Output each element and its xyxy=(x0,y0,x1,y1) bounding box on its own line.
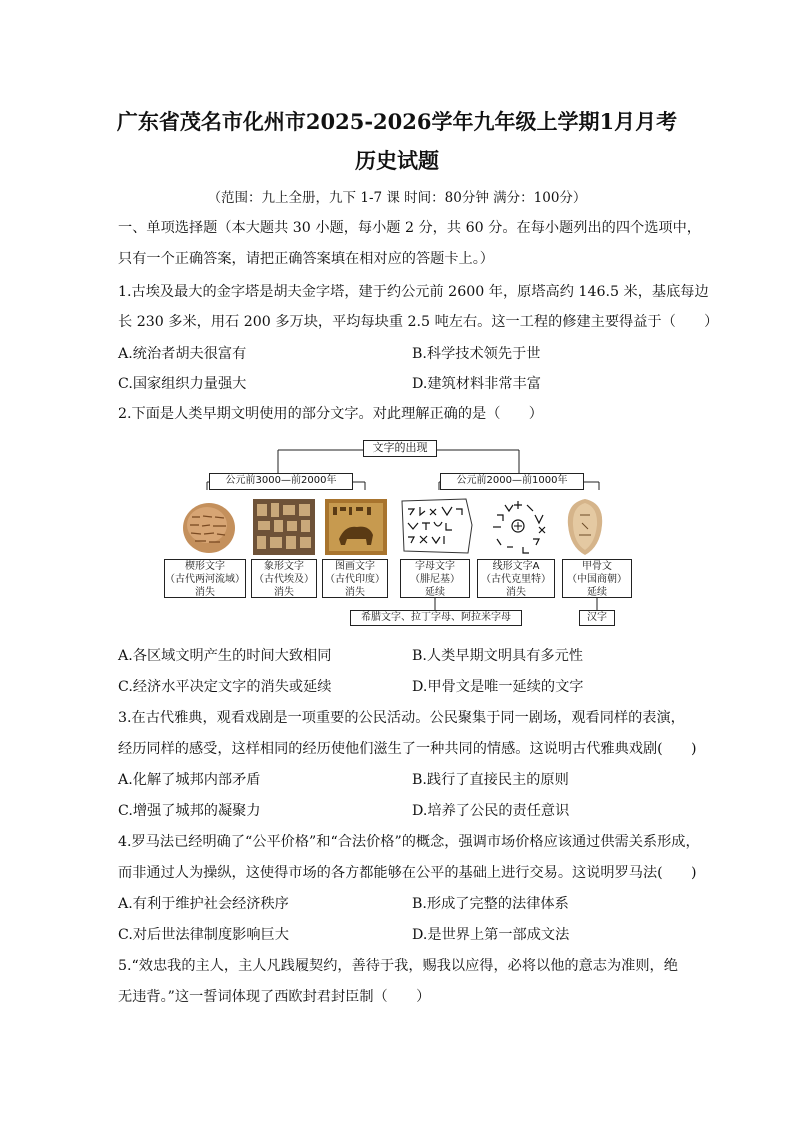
script-fate: 延续 xyxy=(425,587,445,598)
script-origin: （古代克里特） xyxy=(481,574,551,585)
period-box-2: 公元前2000—前1000年 xyxy=(440,473,584,490)
q4-stem-line1: 4.罗马法已经明确了“公平价格”和“合法价格”的概念，强调市场价格应该通过供需关系形成， xyxy=(118,834,700,850)
indus-seal-image xyxy=(325,499,387,555)
script-origin: （古代印度） xyxy=(325,574,385,585)
q2-option-b: B.人类早期文明具有多元性 xyxy=(412,648,583,664)
script-fate: 消失 xyxy=(506,587,526,598)
script-name: 线形文字A xyxy=(492,561,540,572)
q3-stem-line1: 3.在古代雅典，观看戏剧是一项重要的公民活动。公民聚集于同一剧场，观看同样的表演， xyxy=(118,710,685,726)
q4-option-b: B.形成了完整的法律体系 xyxy=(412,896,569,912)
q1-stem-line1: 1.古埃及最大的金字塔是胡夫金字塔，建于约公元前 2600 年，原塔高约 146.5 米，基底每边 xyxy=(118,284,709,300)
descendant-box-alphabets: 希腊文字、拉丁字母、阿拉米字母 xyxy=(350,610,522,626)
diagram-root-box: 文字的出现 xyxy=(363,440,437,457)
phoenician-script-image xyxy=(398,495,476,557)
q5-stem-line2: 无违背。”这一誓词体现了西欧封君封臣制（ ） xyxy=(118,989,431,1005)
q4-stem-line2: 而非通过人为操纵，这使得市场的各方都能够在公平的基础上进行交易。这说明罗马法( ) xyxy=(118,865,697,881)
script-box-oracle-bone xyxy=(562,559,632,598)
q1-option-d: D.建筑材料非常丰富 xyxy=(412,376,541,392)
q3-option-c: C.增强了城邦的凝聚力 xyxy=(118,803,261,819)
script-name: 象形文字 xyxy=(264,561,304,572)
script-box-cuneiform xyxy=(164,559,246,598)
q3-option-b: B.践行了直接民主的原则 xyxy=(412,772,569,788)
script-origin: （古代埃及） xyxy=(254,574,314,585)
script-box-linear-a xyxy=(477,559,555,598)
script-name: 图画文字 xyxy=(335,561,375,572)
script-box-hieroglyph xyxy=(251,559,317,598)
script-name: 甲骨文 xyxy=(582,561,612,572)
q5-stem-line1: 5.“效忠我的主人，主人凡践履契约，善待于我，赐我以应得，必将以他的意志为准则，绝 xyxy=(118,958,678,974)
cuneiform-tablet-image xyxy=(180,499,238,555)
period-box-1: 公元前3000—前2000年 xyxy=(209,473,353,490)
q3-stem-line2: 经历同样的感受，这样相同的经历使他们滋生了一种共同的情感。这说明古代雅典戏剧( ) xyxy=(118,741,697,757)
q2-option-a: A.各区域文明产生的时间大致相同 xyxy=(118,648,332,664)
hieroglyph-image xyxy=(253,499,315,555)
exam-range: （范围：九上全册，九下 1-7 课 时间：80分钟 满分：100分） xyxy=(207,190,587,206)
q1-stem-line2: 长 230 多米，用石 200 多万块，平均每块重 2.5 吨左右。这一工程的修建主要得益于（ ） xyxy=(118,314,719,330)
writing-origins-diagram xyxy=(160,437,636,629)
section-heading-line2: 只有一个正确答案，请把正确答案填在相对应的答题卡上。） xyxy=(118,251,494,267)
script-fate: 消失 xyxy=(274,587,294,598)
q1-option-a: A.统治者胡夫很富有 xyxy=(118,346,247,362)
linear-a-image xyxy=(485,495,551,557)
script-fate: 消失 xyxy=(195,587,215,598)
exam-subject: 历史试题 xyxy=(355,148,439,173)
script-origin: （中国商朝） xyxy=(567,574,627,585)
q4-option-a: A.有利于维护社会经济秩序 xyxy=(118,896,289,912)
descendant-box-hanzi: 汉字 xyxy=(579,610,615,626)
section-heading-line1: 一、单项选择题（本大题共 30 小题，每小题 2 分，共 60 分。在每小题列出的四个选项中， xyxy=(118,220,701,236)
q4-option-c: C.对后世法律制度影响巨大 xyxy=(118,927,289,943)
script-name: 楔形文字 xyxy=(185,561,225,572)
q2-option-d: D.甲骨文是唯一延续的文字 xyxy=(412,679,584,695)
script-fate: 消失 xyxy=(345,587,365,598)
script-box-indus xyxy=(322,559,388,598)
exam-title: 广东省茂名市化州市2025-2026学年九年级上学期1月月考 xyxy=(116,109,678,134)
script-fate: 延续 xyxy=(587,587,607,598)
script-origin: （腓尼基） xyxy=(410,574,460,585)
script-origin: （古代两河流域） xyxy=(165,574,245,585)
script-name: 字母文字 xyxy=(415,561,455,572)
q1-option-b: B.科学技术领先于世 xyxy=(412,346,541,362)
q3-option-d: D.培养了公民的责任意识 xyxy=(412,803,570,819)
q4-option-d: D.是世界上第一部成文法 xyxy=(412,927,570,943)
script-box-phoenician xyxy=(400,559,470,598)
q3-option-a: A.化解了城邦内部矛盾 xyxy=(118,772,261,788)
oracle-bone-image xyxy=(562,497,608,557)
q2-option-c: C.经济水平决定文字的消失或延续 xyxy=(118,679,332,695)
q2-stem-line1: 2.下面是人类早期文明使用的部分文字。对此理解正确的是（ ） xyxy=(118,406,543,422)
q1-option-c: C.国家组织力量强大 xyxy=(118,376,247,392)
